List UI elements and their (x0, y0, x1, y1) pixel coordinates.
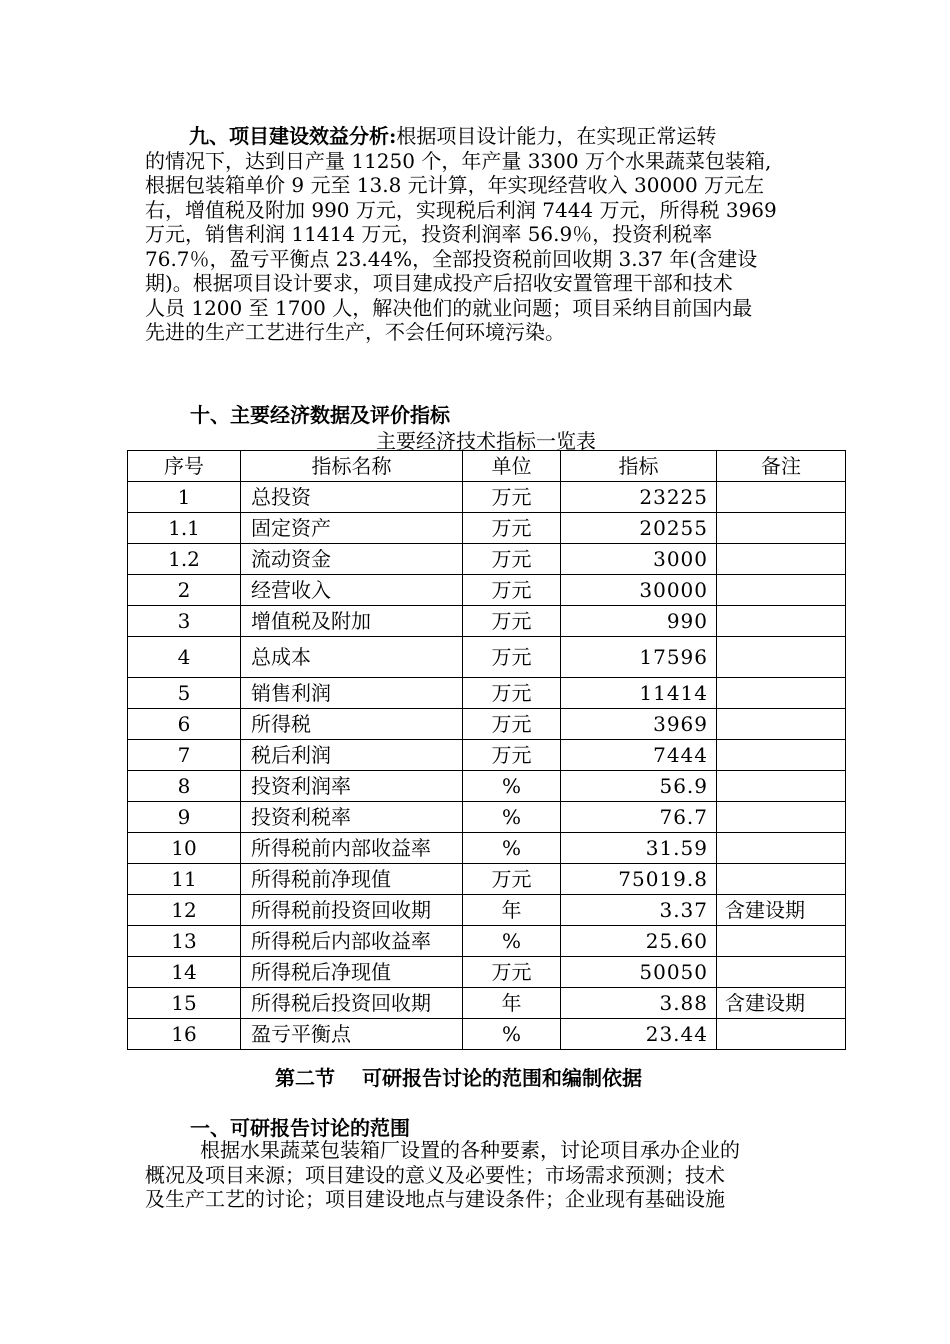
section2-paragraph (145, 1138, 815, 1212)
section2-subtitle: 一、可研报告讨论的范围 (190, 1116, 410, 1140)
row-unit: % (463, 926, 561, 957)
row-note (717, 709, 846, 740)
row-value: 23225 (561, 482, 717, 513)
table-caption: 主要经济技术指标一览表 (376, 429, 596, 453)
row-name: 所得税后投资回收期 (241, 988, 463, 1019)
row-value: 3.37 (561, 895, 717, 926)
table-row (128, 802, 846, 833)
row-unit: 万元 (463, 482, 561, 513)
row-value: 31.59 (561, 833, 717, 864)
table-row (128, 575, 846, 606)
row-value: 25.60 (561, 926, 717, 957)
row-name: 投资利润率 (241, 771, 463, 802)
row-note (717, 926, 846, 957)
header-note: 备注 (717, 451, 846, 482)
row-note (717, 1019, 846, 1050)
table-row (128, 544, 846, 575)
row-no: 1.1 (128, 513, 241, 544)
table-header-row (128, 451, 846, 482)
row-unit: 万元 (463, 637, 561, 678)
row-value: 23.44 (561, 1019, 717, 1050)
section9-line-1: 根据项目设计能力，在实现正常运转 (396, 124, 717, 148)
row-note (717, 957, 846, 988)
table-row (128, 833, 846, 864)
table-row (128, 1019, 846, 1050)
row-no: 6 (128, 709, 241, 740)
table-row (128, 864, 846, 895)
section9-line-8: 人员 1200 至 1700 人，解决他们的就业问题；项目采纳目前国内最 (145, 295, 753, 320)
row-no: 14 (128, 957, 241, 988)
row-unit: % (463, 833, 561, 864)
row-value: 50050 (561, 957, 717, 988)
row-no: 16 (128, 1019, 241, 1050)
section9-line-3: 根据包装箱单价 9 元至 13.8 元计算，年实现经营收入 30000 万元左 (145, 173, 765, 197)
row-note (717, 482, 846, 513)
row-unit: 万元 (463, 740, 561, 771)
row-name: 销售利润 (241, 678, 463, 709)
row-name: 所得税前内部收益率 (241, 833, 463, 864)
table-row (128, 637, 846, 678)
row-value: 3000 (561, 544, 717, 575)
section9-paragraph (145, 124, 815, 345)
row-value: 17596 (561, 637, 717, 678)
row-no: 7 (128, 740, 241, 771)
section9-line-7: 期)。根据项目设计要求，项目建成投产后招收安置管理干部和技术 (145, 271, 733, 295)
table-row (128, 895, 846, 926)
row-no: 11 (128, 864, 241, 895)
row-value: 30000 (561, 575, 717, 606)
row-note (717, 802, 846, 833)
row-value: 76.7 (561, 802, 717, 833)
row-note (717, 606, 846, 637)
row-name: 投资利税率 (241, 802, 463, 833)
row-note: 含建设期 (717, 988, 846, 1019)
row-name: 流动资金 (241, 544, 463, 575)
row-value: 3969 (561, 709, 717, 740)
row-name: 总成本 (241, 637, 463, 678)
row-name: 所得税 (241, 709, 463, 740)
section9-line-4: 右，增值税及附加 990 万元，实现税后利润 7444 万元，所得税 3969 (145, 197, 777, 222)
row-value: 3.88 (561, 988, 717, 1019)
row-unit: % (463, 1019, 561, 1050)
row-note (717, 833, 846, 864)
row-unit: 年 (463, 988, 561, 1019)
row-unit: 万元 (463, 513, 561, 544)
row-unit: 万元 (463, 606, 561, 637)
section9-title: 九、项目建设效益分析: (189, 124, 397, 148)
row-no: 12 (128, 895, 241, 926)
section2-line-3: 及生产工艺的讨论；项目建设地点与建设条件；企业现有基础设施 (145, 1187, 725, 1211)
row-note (717, 771, 846, 802)
row-value: 75019.8 (561, 864, 717, 895)
section10-title: 十、主要经济数据及评价指标 (190, 403, 450, 427)
table-row (128, 482, 846, 513)
row-no: 4 (128, 637, 241, 678)
table-row (128, 606, 846, 637)
row-no: 15 (128, 988, 241, 1019)
row-no: 3 (128, 606, 241, 637)
section2-title: 第二节 可研报告讨论的范围和编制依据 (275, 1066, 642, 1090)
table-row (128, 740, 846, 771)
row-unit: 年 (463, 895, 561, 926)
row-note (717, 678, 846, 709)
row-name: 税后利润 (241, 740, 463, 771)
row-note (717, 513, 846, 544)
table-row (128, 513, 846, 544)
row-unit: 万元 (463, 957, 561, 988)
row-name: 经营收入 (241, 575, 463, 606)
row-name: 固定资产 (241, 513, 463, 544)
header-name: 指标名称 (241, 451, 463, 482)
row-unit: 万元 (463, 864, 561, 895)
table-row (128, 771, 846, 802)
section9-line-2: 的情况下，达到日产量 11250 个，年产量 3300 万个水果蔬菜包装箱, (145, 148, 772, 173)
row-unit: 万元 (463, 709, 561, 740)
table-row (128, 988, 846, 1019)
section9-line-9: 先进的生产工艺进行生产，不会任何环境污染。 (145, 320, 565, 344)
row-value: 56.9 (561, 771, 717, 802)
row-no: 13 (128, 926, 241, 957)
table-row (128, 709, 846, 740)
row-value: 20255 (561, 513, 717, 544)
table-row (128, 926, 846, 957)
section2-line-2: 概况及项目来源；项目建设的意义及必要性；市场需求预测；技术 (145, 1162, 725, 1187)
row-name: 总投资 (241, 482, 463, 513)
row-no: 10 (128, 833, 241, 864)
table-row (128, 957, 846, 988)
row-unit: % (463, 802, 561, 833)
table-row (128, 678, 846, 709)
row-name: 所得税前净现值 (241, 864, 463, 895)
row-no: 1 (128, 482, 241, 513)
row-unit: % (463, 771, 561, 802)
header-unit: 单位 (463, 451, 561, 482)
row-name: 所得税后净现值 (241, 957, 463, 988)
row-note (717, 544, 846, 575)
row-note (717, 864, 846, 895)
row-name: 盈亏平衡点 (241, 1019, 463, 1050)
row-name: 增值税及附加 (241, 606, 463, 637)
row-note: 含建设期 (717, 895, 846, 926)
row-unit: 万元 (463, 678, 561, 709)
section9-line-6: 76.7％，盈亏平衡点 23.44%，全部投资税前回收期 3.37 年(含建设 (145, 246, 758, 271)
row-no: 2 (128, 575, 241, 606)
section9-line-5: 万元，销售利润 11414 万元，投资利润率 56.9％，投资利税率 (145, 222, 713, 246)
row-no: 1.2 (128, 544, 241, 575)
section2-line-1: 根据水果蔬菜包装箱厂设置的各种要素，讨论项目承办企业的 (200, 1138, 740, 1162)
row-value: 7444 (561, 740, 717, 771)
row-no: 8 (128, 771, 241, 802)
row-note (717, 637, 846, 678)
row-no: 9 (128, 802, 241, 833)
row-value: 11414 (561, 678, 717, 709)
header-value: 指标 (561, 451, 717, 482)
row-value: 990 (561, 606, 717, 637)
header-no: 序号 (128, 451, 241, 482)
row-name: 所得税前投资回收期 (241, 895, 463, 926)
row-name: 所得税后内部收益率 (241, 926, 463, 957)
row-note (717, 740, 846, 771)
indicator-table (127, 450, 846, 1050)
row-no: 5 (128, 678, 241, 709)
row-unit: 万元 (463, 544, 561, 575)
row-note (717, 575, 846, 606)
row-unit: 万元 (463, 575, 561, 606)
